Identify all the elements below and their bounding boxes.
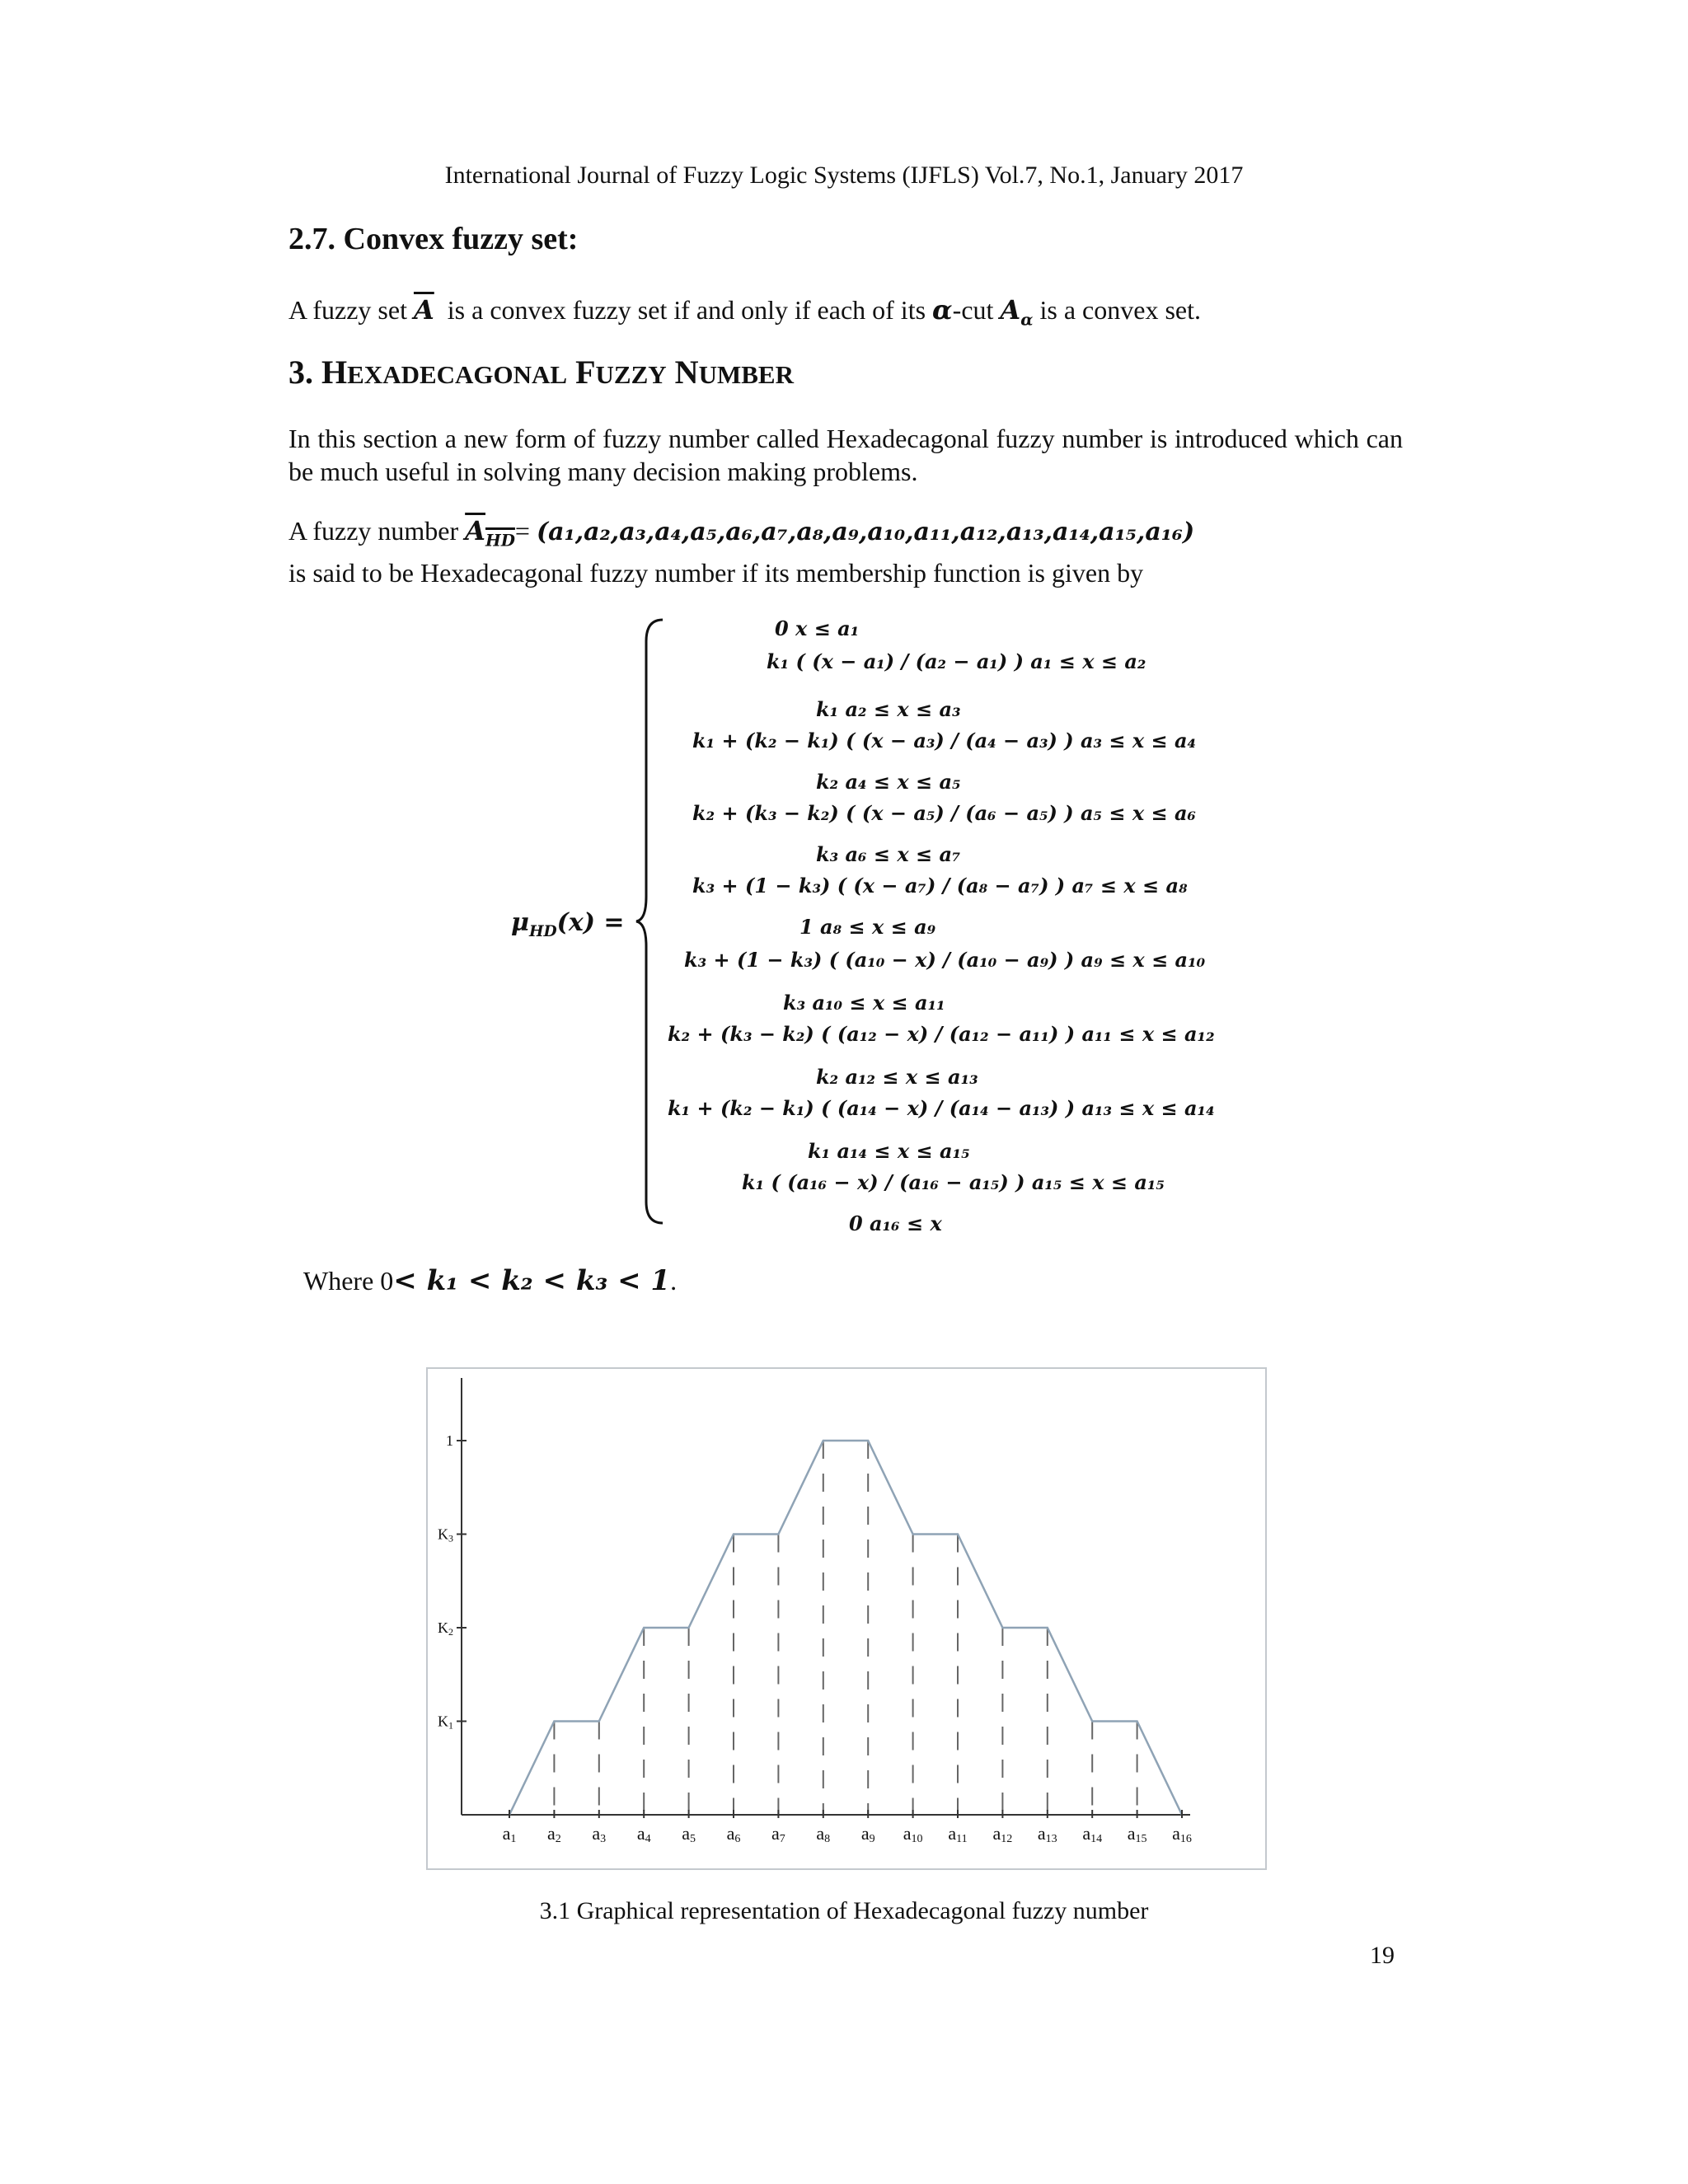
x-tick-label: a9	[860, 1823, 875, 1845]
formula-case: k₃ + (1 − k₃) ( (a₁₀ − x) / (a₁₀ − a₉) ) a₉ ≤ x ≤ a₁₀	[684, 948, 1206, 972]
x-tick-label: a1	[502, 1823, 517, 1845]
x-tick-label: a2	[547, 1823, 561, 1845]
formula-case: k₃ a₁₀ ≤ x ≤ a₁₁	[783, 991, 945, 1015]
y-tick-label: K1	[438, 1713, 453, 1732]
running-header: International Journal of Fuzzy Logic Systems (IJFLS) Vol.7, No.1, January 2017	[444, 162, 1244, 189]
symbol-a-hd: $A_{HD}$	[465, 515, 515, 551]
definition-paragraph: A fuzzy number $A_{HD}= (a_1,a_2,a_3,a_4,a_5,a_6,a_7,a_8,a_9,a_{10},a_{11},a_{12},a_{13},a_{14},a_{15},a_{16})$ is said to be Hexadecagonal fuzzy number if its membership function is given by	[288, 515, 1195, 588]
formula-case: k₁ ( (x − a₁) / (a₂ − a₁) ) a₁ ≤ x ≤ a₂	[767, 649, 1146, 673]
x-tick-label: a13	[1037, 1823, 1057, 1845]
formula-case: k₃ + (1 − k₃) ( (x − a₇) / (a₈ − a₇) ) a₇ ≤ x ≤ a₈	[692, 874, 1188, 898]
formula-cases	[503, 616, 1215, 1243]
convex-definition: A fuzzy set $\overline{A}$ is a convex fuzzy set if and only if each of its α-cut $A_\alpha$ is a convex set.	[288, 294, 1201, 330]
x-tick-label: a3	[592, 1823, 607, 1845]
x-tick-label: a5	[682, 1823, 696, 1845]
formula-case: 1 a₈ ≤ x ≤ a₉	[799, 915, 936, 939]
x-tick-label: a11	[948, 1823, 968, 1845]
figure-caption: 3.1 Graphical representation of Hexadecagonal fuzzy number	[539, 1897, 1149, 1924]
membership-line	[509, 1441, 1182, 1815]
formula-case: 0 a₁₆ ≤ x	[849, 1212, 942, 1235]
y-tick-label: K2	[438, 1619, 453, 1638]
x-tick-label: a10	[903, 1823, 923, 1845]
formula-case: k₁ a₁₄ ≤ x ≤ a₁₅	[808, 1139, 970, 1163]
intro-paragraph: In this section a new form of fuzzy number called Hexadecagonal fuzzy number is introduced which can be much useful in solving many decision making problems.	[288, 424, 1403, 486]
formula-case: k₃ a₆ ≤ x ≤ a₇	[816, 842, 961, 866]
formula-case: k₂ + (k₃ − k₂) ( (x − a₅) / (a₆ − a₅) ) a₅ ≤ x ≤ a₆	[692, 801, 1197, 825]
hexadecagonal-chart	[424, 1365, 1269, 1872]
section-heading-convex: 2.7. Convex fuzzy set:	[288, 222, 579, 256]
formula-case: k₁ a₂ ≤ x ≤ a₃	[816, 697, 961, 721]
x-tick-label: a4	[636, 1823, 651, 1845]
page-number: 19	[1370, 1942, 1395, 1969]
where-condition: Where 0< k₁ < k₂ < k₃ < 1.	[303, 1264, 678, 1297]
x-tick-label: a15	[1127, 1823, 1147, 1845]
formula-case: k₁ ( (a₁₆ − x) / (a₁₆ − a₁₅) ) a₁₅ ≤ x ≤ a₁₅	[742, 1170, 1165, 1194]
chart-frame	[427, 1368, 1266, 1869]
y-tick-label: 1	[446, 1432, 453, 1449]
formula-case: k₂ a₁₂ ≤ x ≤ a₁₃	[816, 1065, 978, 1089]
formula-case: k₁ + (k₂ − k₁) ( (a₁₄ − x) / (a₁₄ − a₁₃) ) a₁₃ ≤ x ≤ a₁₄	[668, 1096, 1215, 1120]
x-tick-label: a6	[726, 1823, 741, 1845]
formula-case: k₁ + (k₂ − k₁) ( (x − a₃) / (a₄ − a₃) ) a₃ ≤ x ≤ a₄	[692, 729, 1197, 752]
x-tick-label: a8	[816, 1823, 831, 1845]
symbol-a-bar: $\overline{A}$	[413, 294, 434, 326]
x-tick-label: a7	[771, 1823, 785, 1845]
formula-case: 0 x ≤ a₁	[775, 616, 860, 640]
symbol-alpha: α	[932, 294, 953, 326]
formula-case: k₂ + (k₃ − k₂) ( (a₁₂ − x) / (a₁₂ − a₁₁) ) a₁₁ ≤ x ≤ a₁₂	[668, 1022, 1215, 1046]
y-tick-label: K3	[438, 1526, 453, 1544]
symbol-a-alpha: $A_\alpha$	[1000, 294, 1034, 330]
definition-tuple: (a₁,a₂,a₃,a₄,a₅,a₆,a₇,a₈,a₉,a₁₀,a₁₁,a₁₂,a₁₃,a₁₄,a₁₅,a₁₆)	[536, 518, 1195, 546]
formula-case: k₂ a₄ ≤ x ≤ a₅	[816, 770, 961, 794]
x-tick-label: a16	[1172, 1823, 1192, 1845]
x-tick-label: a14	[1082, 1823, 1103, 1845]
section-heading-hexadecagonal: 3. HEXADECAGONAL FUZZY NUMBER	[288, 354, 794, 391]
formula-lhs: $\mu_{HD}(x)$ =	[511, 908, 625, 940]
x-tick-label: a12	[992, 1823, 1013, 1845]
